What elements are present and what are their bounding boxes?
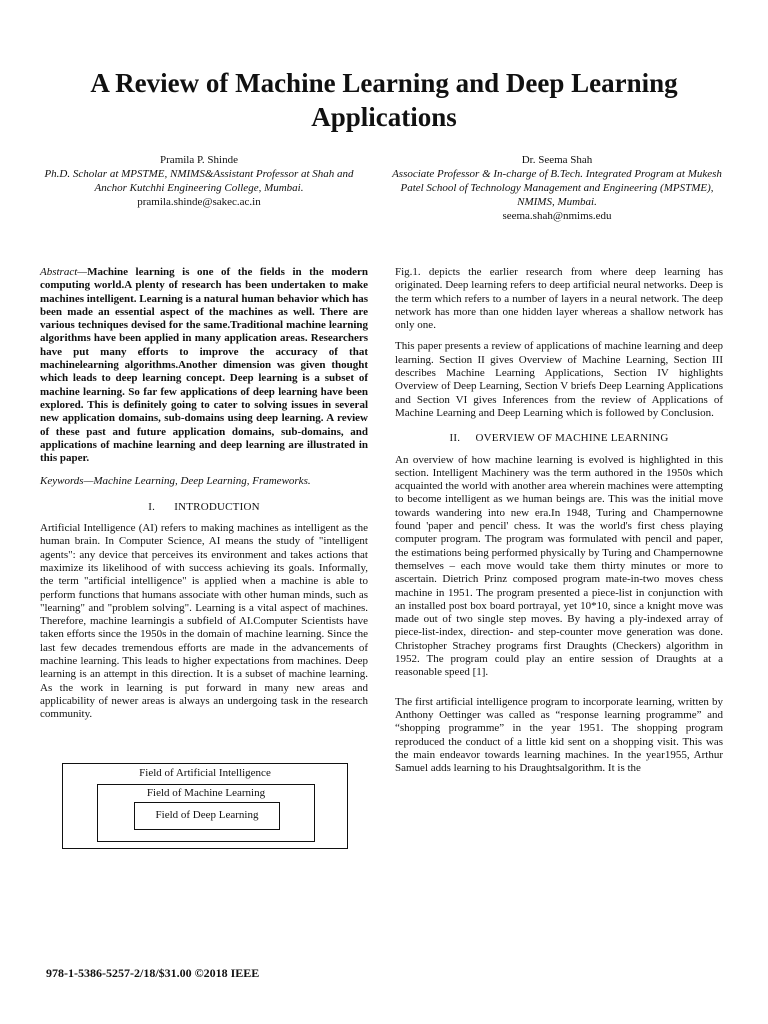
copyright-footer: 978-1-5386-5257-2/18/$31.00 ©2018 IEEE (46, 966, 260, 980)
figure-label-ml: Field of Machine Learning (146, 787, 266, 799)
left-column (40, 266, 368, 722)
section-title: INTRODUCTION (174, 500, 260, 513)
figure-label-dl: Field of Deep Learning (155, 809, 259, 821)
section-number: II. (449, 432, 461, 445)
section-heading-overview-ml (395, 432, 723, 445)
section-title: OVERVIEW OF MACHINE LEARNING (475, 432, 669, 445)
paper-title: A Review of Machine Learning and Deep Learning Applications (90, 68, 678, 132)
author-email: seema.shah@nmims.edu (502, 210, 612, 222)
author-block-2 (392, 153, 722, 223)
section-heading-introduction (40, 501, 368, 514)
figure-ai-ml-dl-nesting (62, 763, 348, 849)
figure-box-ml (97, 784, 315, 842)
abstract (40, 266, 368, 465)
author-affiliation: Ph.D. Scholar at MPSTME, NMIMS&Assistant Professor at Shah and Anchor Kutchhi Engineering College, Mumbai. (44, 168, 354, 194)
author-affiliation: Associate Professor & In-charge of B.Tech. Integrated Program at Mukesh Patel School of Technology Management and Engineering (MPSTME), NMIMS, Mumbai. (392, 168, 722, 208)
keywords: Keywords—Machine Learning, Deep Learning, Frameworks. (40, 475, 311, 488)
body-paragraph: Artificial Intelligence (AI) refers to making machines as intelligent as the human brain. In Computer Science, AI means the study of "intelligent agents": any device that perceives its environment and takes actions that maximize its likelihood of with success achieving its goals. Informally, the term "artificial intelligence" is applied when a machine is able to perform functions that humans associate with other human minds, such as "learning" and "problem solving". Learning is a vital aspect of machines. Therefore, machine learningis a subfield of AI.Computer Scientists have taken efforts since the 1950s in the domain of machine learning. Since the last few decades tremendous efforts are made in the advancements of machine learning. This leads to higher expectations from machines. Deep learning is an attempt in this direction. It is a subset of machine learning. As the work in learning is put forward in many new areas and applicability of newer areas is always an undergoing task in the research community. (40, 522, 368, 721)
figure-label-ai: Field of Artificial Intelligence (139, 767, 271, 779)
author-email: pramila.shinde@sakec.ac.in (137, 196, 261, 208)
author-block-1 (40, 153, 358, 209)
right-column (395, 266, 723, 775)
abstract-text: Machine learning is one of the fields in the modern computing world.A plenty of research has been undertaken to make machines intelligent. Learning is a natural human behavior which has been made an essential aspect of the machines as well. There are various techniques devised for the same.Traditional machine learning algorithms have been applied in many application areas. Researchers have put many efforts to improve the accuracy of that machinelearning algorithms.Another dimension was given thought which leads to deep learning concept. Deep learning is a subset of machine learning. So far few applications of deep learning have been explored. This is definitely going to cater to solving issues in several new application domains, sub-domains using deep learning. A review of these past and future application domains, sub-domains, and applications of machine learning and deep learning are illustrated in this paper. (40, 266, 369, 465)
author-name: Pramila P. Shinde (160, 154, 238, 166)
author-name: Dr. Seema Shah (521, 154, 593, 166)
body-paragraph: The first artificial intelligence program to incorporate learning, written by Anthony Oettinger was called as “response learning programme” and “shopping programme” in the year 1951. The shopping program reproduced the conduct of a little kid sent on a shopping visit. This was the main endeavor towards learning machines. In the year1955, Arthur Samuel adds learning to his Draughtsalgorithm. It is the (395, 695, 723, 775)
body-paragraph: An overview of how machine learning is evolved is highlighted in this section. Intelligent Machinery was the term authored in the 1950s which acquainted the world with another area wherein machines were attempting to become intelligent as we human beings are. This was the initial move towards wandering into new era.In 1948, Turing and Champernowne found 'paper and pencil' chess. It was the world's first chess playing computer program. The program was formulated with pencil and paper, the estimations being performed physically by Turing and Champernowne themselves – each move would take them thirty minutes or more to ascertain. Dietrich Prinz composed program mate-in-two moves chess machine in 1951. The program presented a piece-list in conjunction with an installed post box board portrayal, yet 10*10, since a knight move was made out of two single step moves. By having a ply-indexed array of piece-list-index, direction- and step-counter move generation was done. Christopher Strachey programs first Draughts (Checkers) algorithm in 1952. The program could play an entire session of Draughts at a reasonable speed [1]. (395, 453, 723, 679)
abstract-label: Abstract— (40, 266, 88, 278)
body-paragraph: This paper presents a review of applications of machine learning and deep learning. Section II gives Overview of Machine Learning, Section III describes Machine Learning Applications, Section IV highlights Overview of Deep Learning, Section V briefs Deep Learning Applications and Section VI gives Inferences from the review of Applications of Machine Learning and Deep Learning which is followed by Conclusion. (395, 340, 723, 419)
body-paragraph: Fig.1. depicts the earlier research from where deep learning has originated. Deep learning refers to deep artificial neural networks. Deep is the term which refers to a number of layers in a neural network. The deep network has more than one hidden layer whereas a shallow network has only one. (395, 266, 723, 332)
figure-box-dl (134, 802, 280, 830)
section-number: I. (148, 500, 156, 513)
